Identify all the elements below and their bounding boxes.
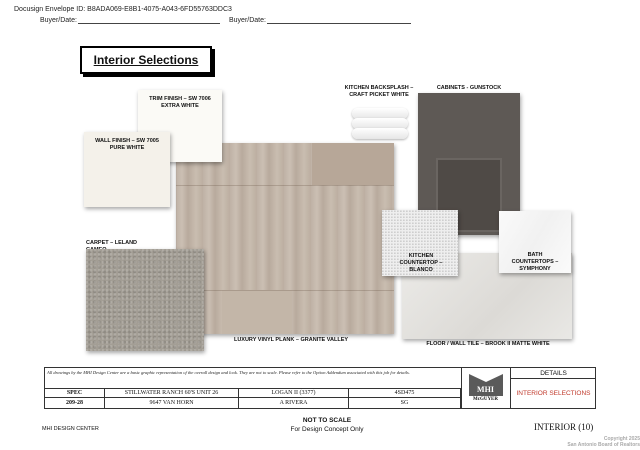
- not-to-scale-label: NOT TO SCALE: [302, 417, 352, 424]
- page-label: INTERIOR (10): [534, 422, 594, 432]
- page-title-box: [80, 46, 212, 74]
- table-cell: SPEC: [45, 389, 105, 397]
- disclaimer-text: All drawings by the MHI Design Center are a basic graphic representation of the overall design and look. They are not to scale. Please refer to the Option Addendum associated with this job for details.: [47, 370, 410, 375]
- backsplash-swatch: [348, 108, 412, 140]
- details-box: [510, 368, 596, 408]
- wall-finish-label: WALL FINISH – SW 7005 PURE WHITE: [95, 138, 159, 151]
- trim-finish-label: TRIM FINISH – SW 7006 EXTRA WHITE: [149, 96, 211, 109]
- signature-line: [267, 16, 411, 24]
- signature-line: [78, 16, 220, 24]
- page-title: Interior Selections: [93, 53, 199, 67]
- table-row: [45, 397, 461, 408]
- table-cell: 4SD475: [349, 389, 461, 397]
- design-concept-label: For Design Concept Only: [290, 426, 364, 433]
- copyright-watermark-org: San Antonio Board of Realtors: [567, 442, 640, 448]
- table-cell: A RIVERA: [239, 398, 349, 408]
- carpet-label: CARPET – LELAND: [86, 240, 138, 246]
- buyer-date-label: Buyer/Date:: [229, 17, 266, 24]
- backsplash-label: KITCHEN BACKSPLASH – CRAFT PICKET WHITE: [344, 85, 414, 98]
- table-cell: 209-28: [45, 398, 105, 408]
- design-center-label: MHI DESIGN CENTER: [42, 426, 99, 432]
- vinyl-plank-detail: [222, 290, 292, 334]
- table-cell: STILLWATER RANCH 60'S UNIT 26: [105, 389, 239, 397]
- table-cell: LOGAN II (3377): [239, 389, 349, 397]
- subway-tile: [352, 128, 408, 139]
- house-logo-icon: [469, 374, 503, 396]
- buyer-date-label: Buyer/Date:: [40, 17, 77, 24]
- details-label: DETAILS: [511, 368, 596, 379]
- logo-text: MHI: [477, 385, 494, 394]
- table-cell: 9647 VAN HORN: [105, 398, 239, 408]
- table-row: [45, 388, 461, 397]
- job-info-table: [44, 367, 596, 409]
- carpet-swatch: [86, 249, 204, 351]
- kitchen-countertop-label: KITCHEN COUNTERTOP – BLANCO: [399, 253, 443, 273]
- details-value: INTERIOR SELECTIONS: [516, 390, 591, 397]
- buyer-date-field-1: [40, 16, 220, 24]
- logo-company-name: McGUYER: [473, 397, 498, 402]
- table-cell: SG: [349, 398, 461, 408]
- plank-seam: [176, 185, 394, 186]
- cabinets-label: CABINETS - GUNSTOCK: [436, 85, 502, 91]
- bath-countertop-label: BATH COUNTERTOPS – SYMPHONY: [511, 252, 559, 272]
- floor-tile-label: FLOOR / WALL TILE – BROOK II MATTE WHITE: [426, 341, 550, 347]
- envelope-id: Docusign Envelope ID: B8ADA069-E8B1-4075-A043-6FD55763DDC3: [14, 6, 232, 13]
- plank-seam: [176, 290, 394, 291]
- vinyl-plank-label: LUXURY VINYL PLANK – GRANITE VALLEY: [233, 337, 349, 343]
- copyright-watermark: Copyright 2025: [603, 436, 640, 442]
- vinyl-plank-detail: [312, 143, 394, 185]
- buyer-date-field-2: [229, 16, 411, 24]
- company-logo: [461, 368, 509, 408]
